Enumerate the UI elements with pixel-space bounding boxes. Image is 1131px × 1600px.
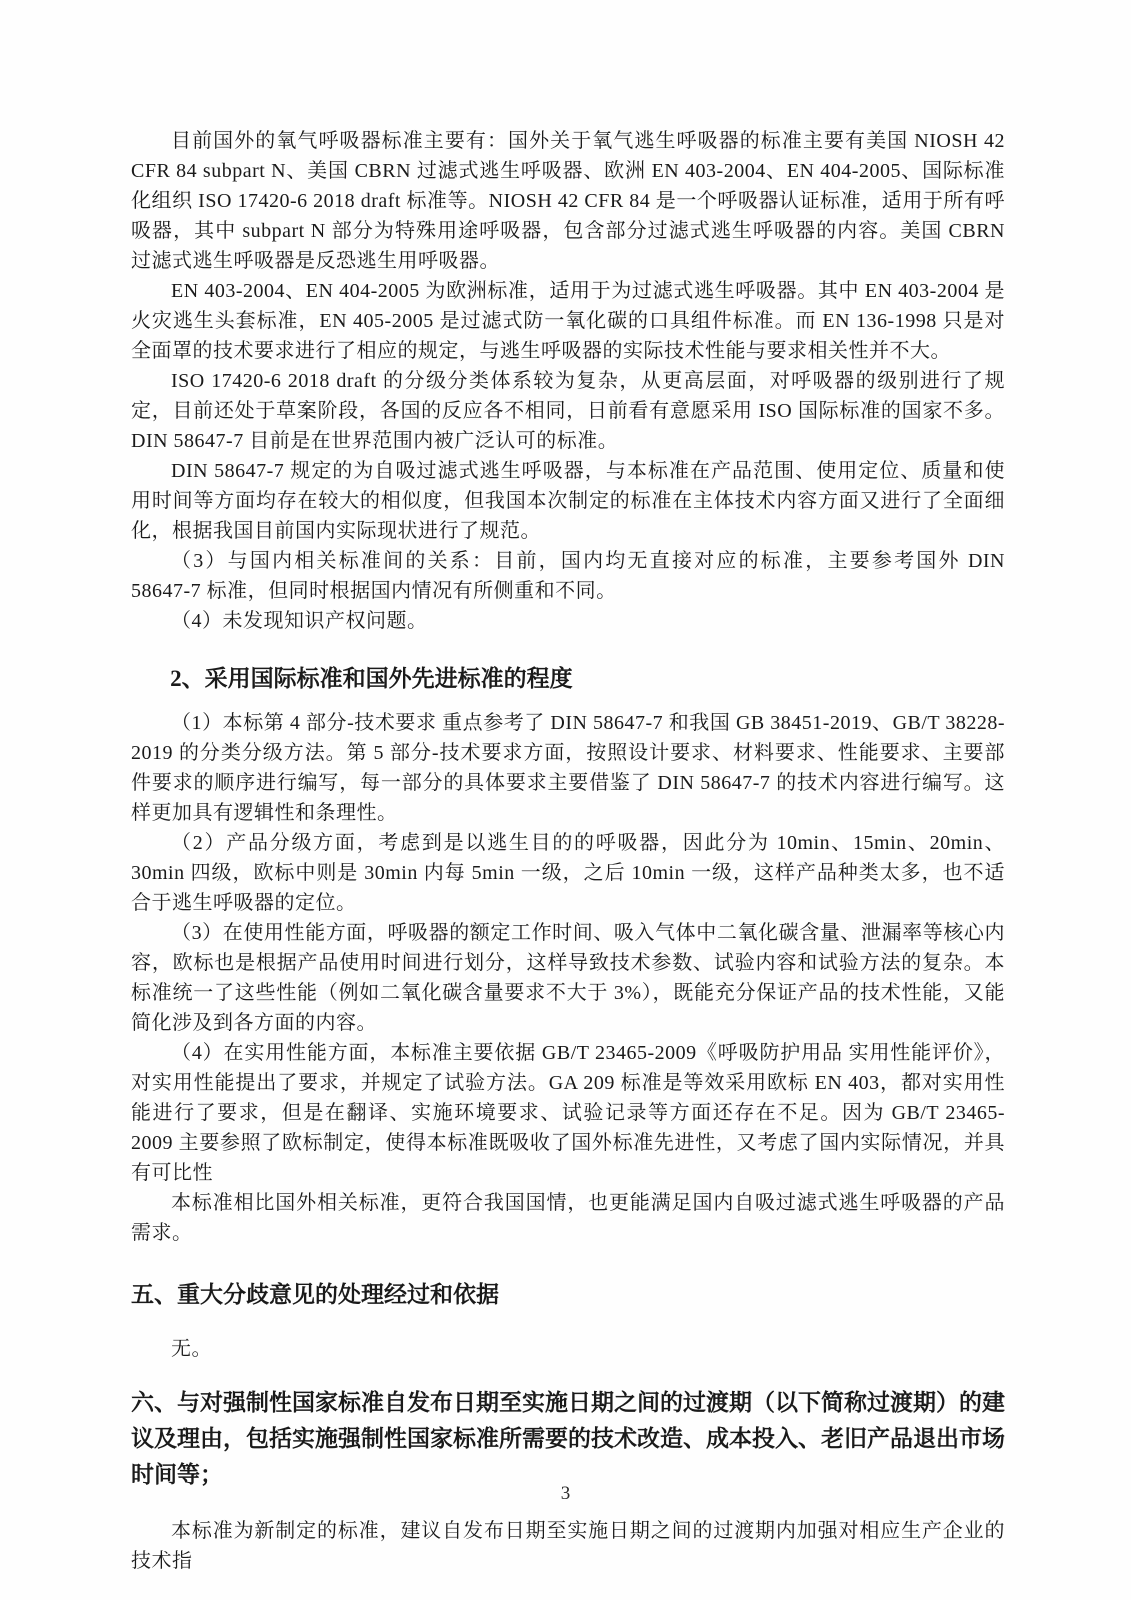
- paragraph-item-4-ip: （4）未发现知识产权问题。: [171, 610, 428, 632]
- sub-heading-adoption-of-international-standards: 2、采用国际标准和国外先进标准的程度: [170, 666, 573, 691]
- paragraph-din-58647: DIN 58647-7 规定的为自吸过滤式逃生呼吸器，与本标准在产品范围、使用定位、质量和使用时间等方面均存在较大的相似度，但我国本次制定的标准在主体技术内容方面又进行了全面细化，根据我国目前国内实际现状进行了规范。: [131, 460, 1005, 542]
- paragraph-comparison-conclusion: 本标准相比国外相关标准，更符合我国国情，也更能满足国内自吸过滤式逃生呼吸器的产品需求。: [131, 1192, 1005, 1244]
- paragraph-none: 无。: [171, 1338, 212, 1360]
- section-heading-5-disputes: 五、重大分歧意见的处理经过和依据: [131, 1281, 499, 1307]
- paragraph-item-1-technical-requirements: （1）本标第 4 部分-技术要求 重点参考了 DIN 58647-7 和我国 GB 38451-2019、GB/T 38228-2019 的分类分级方法。第 5 部分-技术要求方面，按照设计要求、材料要求、性能要求、主要部件要求的顺序进行编写，每一部分的具体要求主要借鉴了 DIN 58647-7 的技术内容进行编写。这样更加具有逻辑性和条理性。: [131, 712, 1005, 824]
- paragraph-item-2-product-grading: （2）产品分级方面，考虑到是以逃生目的的呼吸器，因此分为 10min、15min、20min、30min 四级，欧标中则是 30min 内每 5min 一级，之后 10min 一级，这样产品种类太多，也不适合于逃生呼吸器的定位。: [131, 832, 1005, 914]
- page-number: 3: [560, 1483, 571, 1504]
- section-heading-6-transition-period: 六、与对强制性国家标准自发布日期至实施日期之间的过渡期（以下简称过渡期）的建议及理由，包括实施强制性国家标准所需要的技术改造、成本投入、老旧产品退出市场时间等；: [131, 1389, 1005, 1487]
- paragraph-transition-recommendation: 本标准为新制定的标准，建议自发布日期至实施日期之间的过渡期内加强对相应生产企业的技术指: [131, 1520, 1005, 1572]
- paragraph-item-3-domestic-relation: （3）与国内相关标准间的关系：目前，国内均无直接对应的标准，主要参考国外 DIN 58647-7 标准，但同时根据国内情况有所侧重和不同。: [131, 550, 1005, 602]
- paragraph-foreign-standards-overview: 目前国外的氧气呼吸器标准主要有：国外关于氧气逃生呼吸器的标准主要有美国 NIOSH 42 CFR 84 subpart N、美国 CBRN 过滤式逃生呼吸器、欧洲 EN 403-2004、EN 404-2005、国际标准化组织 ISO 17420-6 2018 draft 标准等。NIOSH 42 CFR 84 是一个呼吸器认证标准，适用于所有呼吸器，其中 subpart N 部分为特殊用途呼吸器，包含部分过滤式逃生呼吸器的内容。美国 CBRN 过滤式逃生呼吸器是反恐逃生用呼吸器。: [131, 130, 1005, 272]
- paragraph-item-3-usage-performance: （3）在使用性能方面，呼吸器的额定工作时间、吸入气体中二氧化碳含量、泄漏率等核心内容，欧标也是根据产品使用时间进行划分，这样导致技术参数、试验内容和试验方法的复杂。本标准统一了这些性能（例如二氧化碳含量要求不大于 3%），既能充分保证产品的技术性能，又能简化涉及到各方面的内容。: [131, 922, 1005, 1034]
- paragraph-en-standards: EN 403-2004、EN 404-2005 为欧洲标准，适用于为过滤式逃生呼吸器。其中 EN 403-2004 是火灾逃生头套标准，EN 405-2005 是过滤式防一氧化碳的口具组件标准。而 EN 136-1998 只是对全面罩的技术要求进行了相应的规定，与逃生呼吸器的实际技术性能与要求相关性并不大。: [131, 280, 1005, 362]
- paragraph-item-4-practical-performance: （4）在实用性能方面，本标准主要依据 GB/T 23465-2009《呼吸防护用品 实用性能评价》，对实用性能提出了要求，并规定了试验方法。GA 209 标准是等效采用欧标 EN 403，都对实用性能进行了要求，但是在翻译、实施环境要求、试验记录等方面还存在不足。因为 GB/T 23465-2009 主要参照了欧标制定，使得本标准既吸收了国外标准先进性，又考虑了国内实际情况，并具有可比性: [131, 1042, 1005, 1184]
- paragraph-iso-draft: ISO 17420-6 2018 draft 的分级分类体系较为复杂，从更高层面，对呼吸器的级别进行了规定，目前还处于草案阶段，各国的反应各不相同，日前看有意愿采用 ISO 国际标准的国家不多。DIN 58647-7 目前是在世界范围内被广泛认可的标准。: [131, 370, 1005, 452]
